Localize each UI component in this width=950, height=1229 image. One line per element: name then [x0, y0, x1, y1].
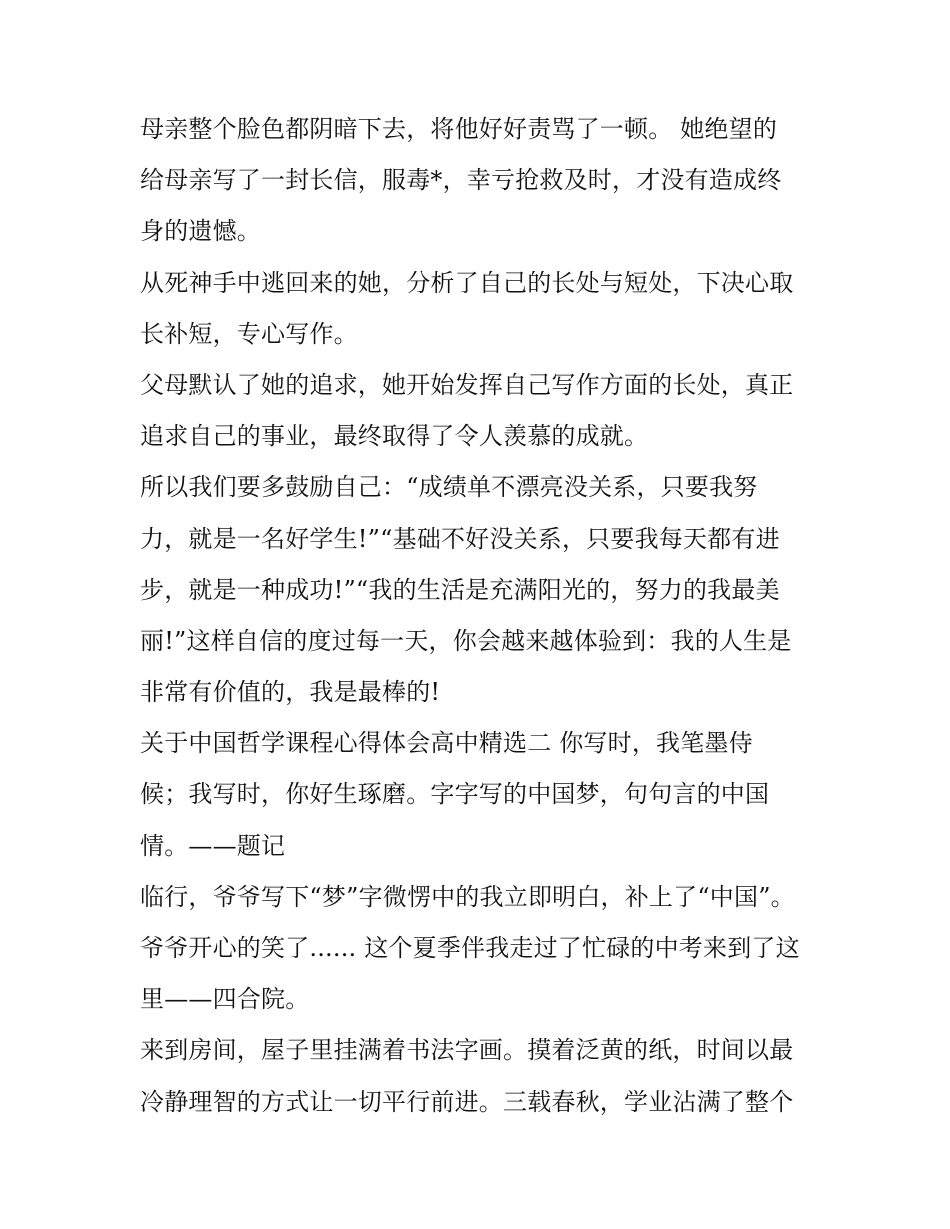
text-line: 从死神手中逃回来的她，分析了自己的长处与短处，下决心取 — [140, 268, 794, 297]
text-line: 追求自己的事业，最终取得了令人羡慕的成就。 — [140, 422, 649, 451]
text-line: 爷爷开心的笑了...... 这个夏季伴我走过了忙碌的中考来到了这 — [140, 934, 800, 962]
text-line: 冷静理智的方式让一切平行前进。三载春秋，学业沾满了整个 — [140, 1087, 794, 1116]
section-heading-line: 关于中国哲学课程心得体会高中精选二 你写时，我笔墨侍 — [140, 729, 753, 758]
body-text — [140, 104, 840, 1128]
text-line: 母亲整个脸色都阴暗下去，将他好好责骂了一顿。 她绝望的 — [140, 115, 778, 143]
text-line: 父母默认了她的追求，她开始发挥自己写作方面的长处，真正 — [140, 370, 794, 399]
text-line: 来到房间，屋子里挂满着书法字画。摸着泛黄的纸，时间以最 — [140, 1036, 794, 1065]
text-line: 长补短，专心写作。 — [140, 319, 358, 348]
text-line: 情。——题记 — [140, 831, 286, 860]
text-line: 身的遗憾。 — [140, 217, 261, 246]
text-line: 步，就是一种成功!”“我的生活是充满阳光的，努力的我最美 — [140, 575, 780, 604]
text-line: 临行，爷爷写下“梦”字微愣中的我立即明白，补上了“中国”。 — [140, 882, 795, 911]
text-line: 非常有价值的，我是最棒的! — [140, 678, 441, 707]
text-line: 力，就是一名好学生!”“基础不好没关系，只要我每天都有进 — [140, 524, 780, 553]
text-line: 丽!”这样自信的度过每一天，你会越来越体验到：我的人生是 — [140, 626, 792, 655]
text-line: 里——四合院。 — [140, 985, 310, 1014]
text-line: 给母亲写了一封长信，服毒*，幸亏抢救及时，才没有造成终 — [140, 166, 782, 195]
text-line: 候；我写时，你好生琢磨。字字写的中国梦，句句言的中国 — [140, 780, 770, 809]
text-line: 所以我们要多鼓励自己：“成绩单不漂亮没关系，只要我努 — [140, 473, 758, 502]
